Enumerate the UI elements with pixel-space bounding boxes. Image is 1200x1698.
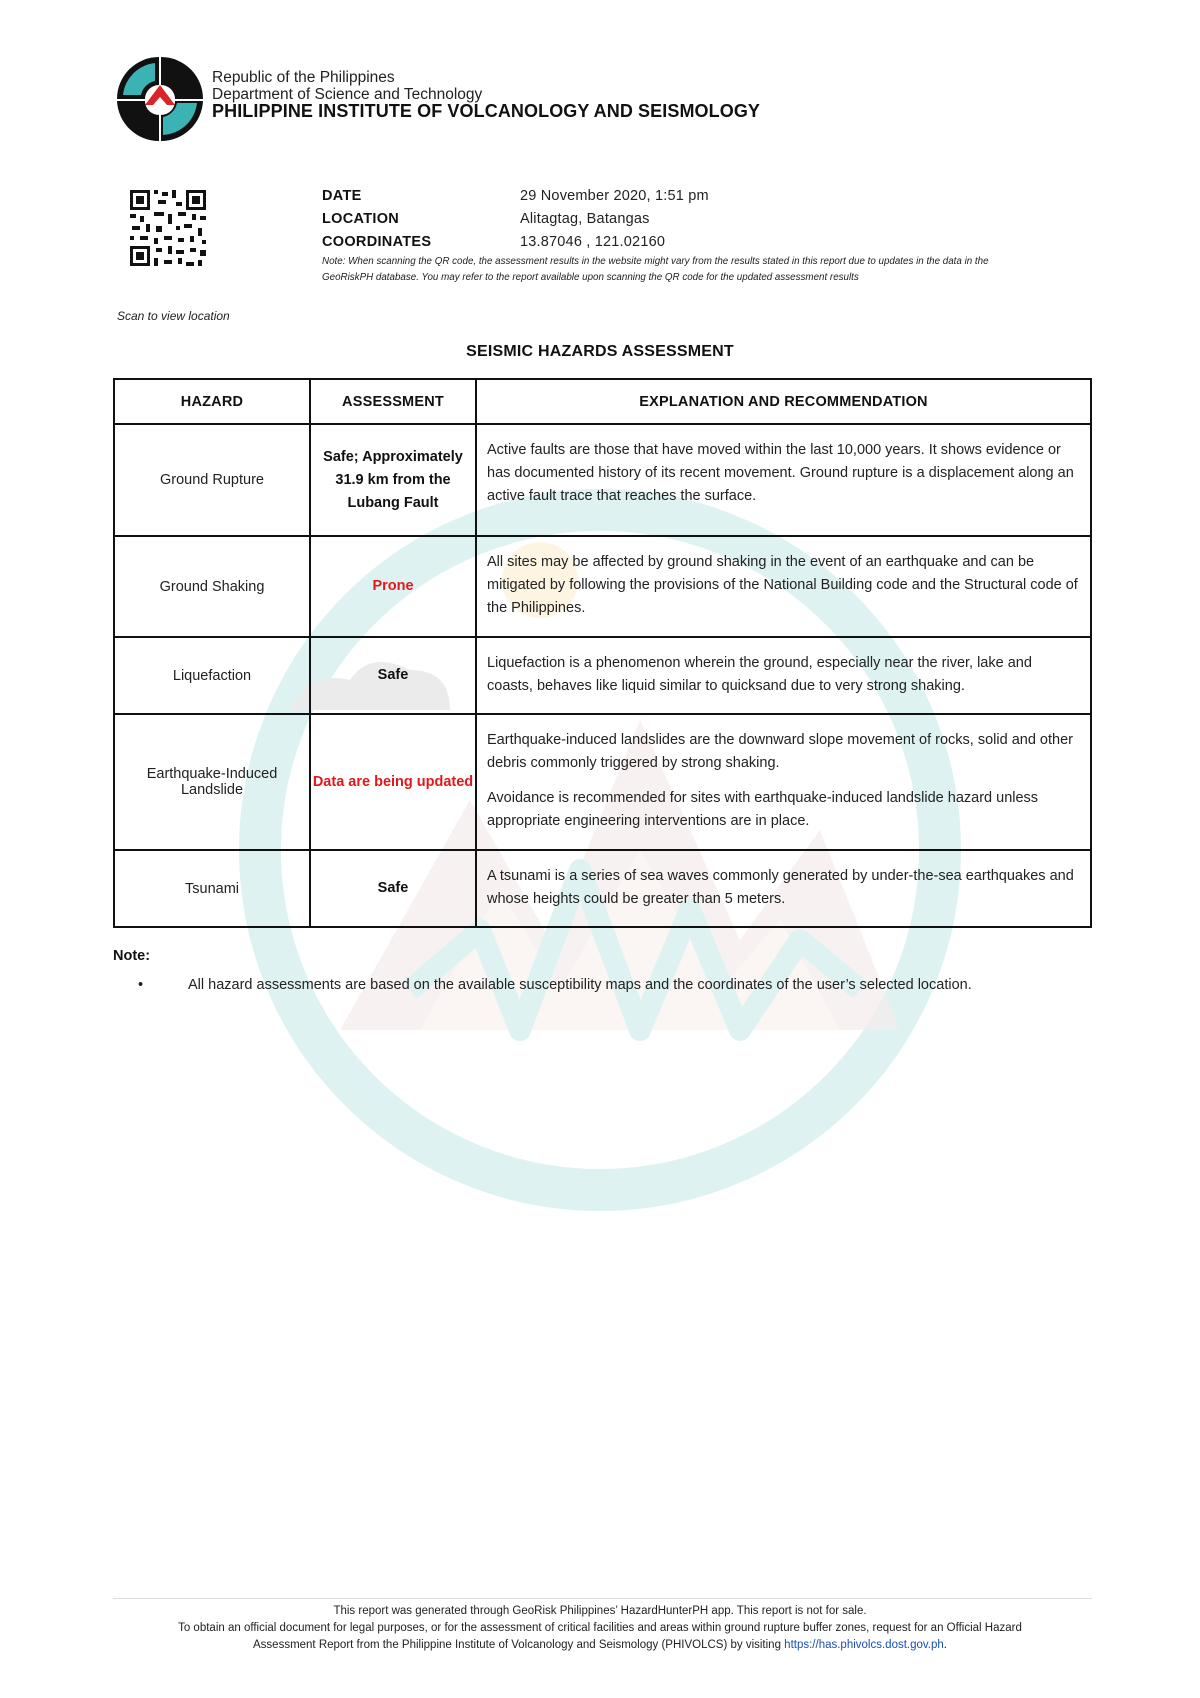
note-item — [138, 977, 972, 993]
institute-title: PHILIPPINE INSTITUTE OF VOLCANOLOGY AND SEISMOLOGY — [212, 101, 761, 121]
explanation-text: Liquefaction is a phenomenon wherein the ground, especially near the river, lake and coasts, behaves like liquid similar to quicksand due to very strong shaking. — [487, 655, 1032, 694]
explanation-cell — [476, 714, 1091, 850]
qr-caption: Scan to view location — [117, 309, 230, 323]
footer-divider — [113, 1598, 1092, 1599]
assessment-cell: Safe; Approximately 31.9 km from the Lubang Fault — [310, 424, 476, 536]
explanation-cell — [476, 536, 1091, 637]
assessment-cell: Safe — [310, 637, 476, 714]
hazard-cell: Ground Shaking — [114, 536, 310, 637]
hazard-cell: Liquefaction — [114, 637, 310, 714]
note-text: All hazard assessments are based on the available susceptibility maps and the coordinates of the user’s selected location. — [188, 977, 972, 993]
column-header: ASSESSMENT — [310, 379, 476, 424]
explanation-text: Avoidance is recommended for sites with earthquake-induced landslide hazard unless appropriate engineering interventions are in place. — [487, 790, 1039, 829]
table-row — [114, 850, 1091, 927]
footer-line-2: To obtain an official document for legal purposes, or for the assessment of critical facilities and areas within ground rupture buffer zones, request for an Official Hazard — [178, 1622, 1022, 1634]
qr-note: Note: When scanning the QR code, the assessment results in the website might vary from the results stated in this report due to updates in the data in the GeoRiskPH database. You may refer to the report available upon scanning the QR code for the updated assessment results — [322, 256, 989, 283]
table-row — [114, 637, 1091, 714]
footer-line-1: This report was generated through GeoRisk Philippines’ HazardHunterPH app. This report is not for sale. — [333, 1605, 867, 1617]
assessment-cell: Safe — [310, 850, 476, 927]
phivolcs-link[interactable]: https://has.phivolcs.dost.gov.ph — [784, 1639, 944, 1651]
footer — [0, 1603, 1200, 1654]
section-title: SEISMIC HAZARDS ASSESSMENT — [466, 343, 734, 360]
republic-label: Republic of the Philippines — [212, 69, 395, 86]
report-meta — [322, 184, 709, 253]
table-row — [114, 536, 1091, 637]
qr-code[interactable] — [118, 178, 218, 278]
column-header: EXPLANATION AND RECOMMENDATION — [476, 379, 1091, 424]
meta-label: COORDINATES — [322, 233, 432, 250]
bullet: • — [138, 977, 144, 993]
meta-label: LOCATION — [322, 210, 400, 227]
footer-period: . — [943, 1639, 947, 1651]
department-label: Department of Science and Technology — [212, 86, 483, 103]
meta-value: 13.87046 , 121.02160 — [520, 233, 666, 250]
meta-date — [322, 184, 709, 207]
column-header: HAZARD — [114, 379, 310, 424]
explanation-text: A tsunami is a series of sea waves commonly generated by under-the-sea earthquakes and whose heights could be greater than 5 meters. — [487, 868, 1074, 907]
meta-location — [322, 207, 709, 230]
note-heading: Note: — [113, 948, 151, 964]
explanation-text: Active faults are those that have moved within the last 10,000 years. It shows evidence or has documented history of its recent movement. Ground rupture is a displacement along an active fault trace that reaches the surface. — [487, 442, 1074, 504]
hazard-cell: Tsunami — [114, 850, 310, 927]
meta-value: 29 November 2020, 1:51 pm — [520, 187, 709, 204]
explanation-text: Earthquake-induced landslides are the downward slope movement of rocks, solid and other debris commonly triggered by strong shaking. — [487, 732, 1073, 771]
assessment-cell: Data are being updated — [310, 714, 476, 850]
table-row — [114, 714, 1091, 850]
hazard-cell: Ground Rupture — [114, 424, 310, 536]
meta-value: Alitagtag, Batangas — [520, 210, 650, 227]
explanation-cell — [476, 637, 1091, 714]
table-header-row — [114, 379, 1091, 424]
meta-coordinates — [322, 230, 709, 253]
explanation-text: All sites may be affected by ground shaking in the event of an earthquake and can be mitigated by following the provisions of the National Building code and the Structural code of the Philippines. — [487, 554, 1078, 616]
explanation-cell — [476, 424, 1091, 536]
hazard-cell: Earthquake-Induced Landslide — [114, 714, 310, 850]
meta-label: DATE — [322, 187, 362, 204]
explanation-cell — [476, 850, 1091, 927]
phivolcs-logo — [115, 55, 205, 143]
hazards-table — [113, 378, 1092, 928]
footer-text: Assessment Report from the Philippine Institute of Volcanology and Seismology (PHIVOLCS) by visiting — [253, 1639, 785, 1651]
agency-header — [115, 55, 815, 145]
assessment-cell: Prone — [310, 536, 476, 637]
footer-line-3 — [0, 1637, 1200, 1654]
table-row — [114, 424, 1091, 536]
